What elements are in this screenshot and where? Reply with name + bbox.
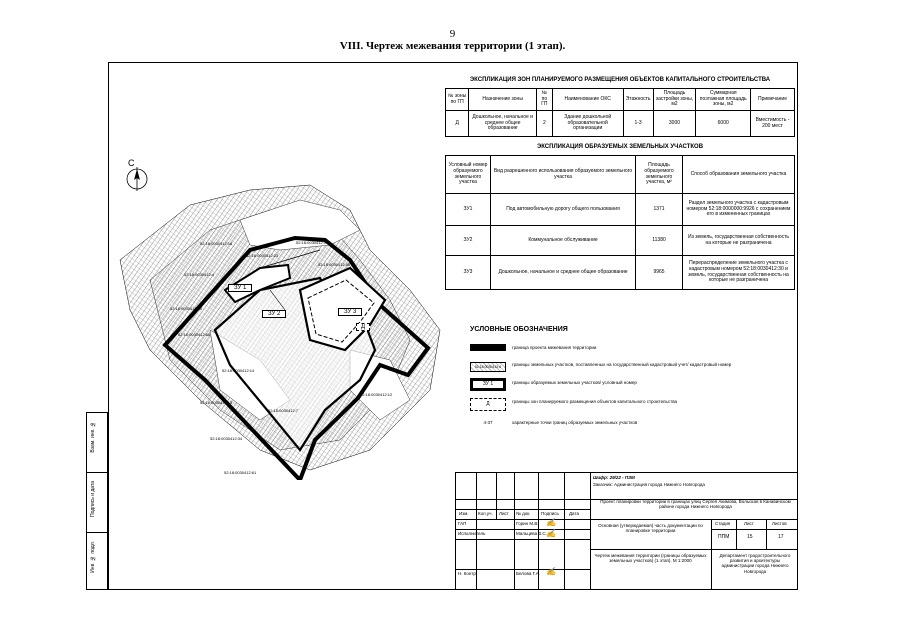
stamp-role: Исполнитель: [458, 531, 486, 536]
table-cell: 1371: [636, 194, 683, 226]
cadastral-label: 52:18:0030412:23: [246, 253, 279, 258]
table-cell: Дошкольное, начальное и среднее общее образование: [469, 111, 537, 137]
table-cell: 11380: [636, 226, 683, 256]
legend-title: УСЛОВНЫЕ ОБОЗНАЧЕНИЯ: [470, 326, 568, 333]
stage-header: Лист: [744, 521, 754, 526]
table-cell: ЗУ3: [446, 256, 491, 290]
legend-symbol: 4-37: [483, 420, 493, 425]
project-code: Шифр: 29/22 - ПЗМ: [593, 475, 635, 480]
table-cell: Под автомобильную дорогу общего пользования: [491, 194, 636, 226]
sheet-title: Чертеж межевания территории (границы образуемых земельных участков) (1 этап). М 1:2000: [594, 553, 707, 564]
stamp-header: Дата: [569, 511, 579, 516]
stamp-header: № док.: [516, 511, 531, 516]
table-header: Вид разрешенного использования образуемого земельного участка: [491, 156, 636, 194]
table-cell: Коммунальное обслуживание: [491, 226, 636, 256]
stamp-person: Белова Г.А.: [516, 571, 540, 576]
project-description: Проект планировки территории в границах улиц Сергея Акимова, Вольская в Канавинском районе города Нижнего Новгорода: [600, 499, 791, 510]
stamp-header: Кол.уч.: [478, 511, 493, 516]
cadastral-label: 52:18:0030412:7: [268, 408, 299, 413]
cadastral-label: 52:18:0030412:66: [170, 306, 203, 311]
side-stamp-label: Взам. инв. №: [90, 421, 96, 453]
cadastral-map: [110, 150, 470, 480]
customer: Заказчик: Администрация города Нижнего Новгорода: [593, 482, 705, 487]
page-number: 9: [449, 28, 456, 40]
table-cell: ЗУ1: [446, 194, 491, 226]
table-cell: Здание дошкольной образовательной организации: [552, 111, 623, 137]
cadastral-label: 52:18:0030412:9: [296, 240, 327, 245]
cadastral-label: 52:18:0030412:14: [222, 368, 255, 373]
table-header: Площадь образуемого земельного участка, м²: [636, 156, 683, 194]
signature-image: ✍: [546, 567, 556, 576]
table-row: [446, 194, 795, 226]
table-header: Суммарная поэтажная площадь зоны, м2: [696, 89, 751, 111]
table-header: Площадь застройки зоны, м2: [653, 89, 696, 111]
stage-header: Листов: [772, 521, 787, 526]
table-cell: Из земель, государственная собственность на которые не разграничена: [683, 226, 795, 256]
table-cell: Дошкольное, начальное и среднее общее образование: [491, 256, 636, 290]
table-header: Условный номер образуемого земельного участка: [446, 156, 491, 194]
stage-value: ППМ: [718, 534, 730, 540]
cadastral-label: 52:18:0030412:18: [200, 241, 233, 246]
table-header: Этажность: [623, 89, 653, 111]
table-cell: Д: [446, 111, 469, 137]
table-cell: 6000: [696, 111, 751, 137]
cadastral-label: 52:18:0030412:68: [178, 332, 211, 337]
zones-table: [445, 88, 795, 137]
table-cell: 9965: [636, 256, 683, 290]
legend-label: границы зон планируемого размещения объектов капитального строительства: [512, 399, 678, 404]
table-cell: Раздел земельного участка с кадастровым номером 52:18:0000000:9926 с сохранением его в измененных границах: [683, 194, 795, 226]
table-header: № по ГП: [536, 89, 552, 111]
signature-image: ✍: [546, 529, 556, 538]
parcel-label: ЗУ 2: [262, 310, 286, 318]
legend-symbol: ЗУ 1: [470, 378, 506, 391]
legend-symbol: [470, 344, 506, 351]
stamp-role: Н. Контр.: [458, 571, 478, 576]
stamp-header: Изм.: [459, 511, 469, 516]
parcel-label: ЗУ 3: [338, 308, 362, 316]
parcels-table: [445, 155, 795, 290]
cadastral-label: 52:18:0030412:15: [200, 400, 233, 405]
table-cell: 2: [536, 111, 552, 137]
legend-symbol: 52:18:0030412:6: [470, 362, 506, 372]
cadastral-label: 52:18:0030412:12: [360, 392, 393, 397]
legend-label: граница проекта межевания территории: [512, 345, 597, 350]
side-stamp-label: Подпись и дата: [90, 481, 96, 517]
stamp-person: Горин М.В.: [516, 521, 539, 526]
cadastral-label: 52:18:0030412:61: [224, 470, 257, 475]
table-cell: Перераспределение земельного участка с кадастровым номером 52:18:0030412:30 и земель, государственная собственность на которые не разграничена: [683, 256, 795, 290]
table-header: Наименование ОКС: [552, 89, 623, 111]
legend-symbol: Д: [470, 398, 506, 411]
table-header: № зоны по ГП: [446, 89, 469, 111]
zones-table-title: ЭКСПЛИКАЦИЯ ЗОН ПЛАНИРУЕМОГО РАЗМЕЩЕНИЯ ОБЪЕКТОВ КАПИТАЛЬНОГО СТРОИТЕЛЬСТВА: [469, 77, 771, 83]
stamp-header: Лист: [499, 511, 509, 516]
stamp-person: Мальцева З.С.: [516, 531, 547, 536]
table-header: Способ образования земельного участка: [683, 156, 795, 194]
page-title: VIII. Чертеж межевания территории (1 этап).: [339, 40, 566, 52]
title-block: [455, 472, 798, 590]
table-cell: Вместимость - 200 мест: [751, 111, 795, 137]
side-stamp-label: Инв. № подл.: [90, 541, 96, 573]
table-row: [446, 111, 795, 137]
zone-label: Д: [356, 323, 370, 331]
cadastral-label: 52:18:0030412:34: [210, 436, 243, 441]
stamp-role: ГАП: [458, 521, 467, 526]
legend-label: границы земельных участков, поставленных на государственный кадастровый учет/ кадастровый номер: [512, 362, 732, 367]
stage-value: 15: [747, 534, 753, 540]
table-cell: 3000: [653, 111, 696, 137]
compass-letter: С: [128, 158, 135, 168]
stamp-header: Подпись: [541, 511, 559, 516]
table-cell: ЗУ2: [446, 226, 491, 256]
cadastral-label: 52:18:0030412:4: [184, 272, 215, 277]
legend-label: границы образуемых земельных участков/ условный номер: [512, 380, 637, 385]
organization: Департамент градостроительного развития и архитектуры администрации города Нижнего Новгорода: [719, 553, 791, 574]
legend-label: характерные точки границ образуемых земельных участков: [512, 420, 638, 425]
table-row: [446, 256, 795, 290]
stage-value: 17: [778, 534, 784, 540]
cadastral-label: 52:18:0030412:56: [318, 262, 351, 267]
part-title: Основная (утверждаемая) часть документации по планировке территории: [598, 523, 703, 534]
parcels-table-title: ЭКСПЛИКАЦИЯ ОБРАЗУЕМЫХ ЗЕМЕЛЬНЫХ УЧАСТКОВ: [536, 144, 704, 150]
table-header: Назначение зоны: [469, 89, 537, 111]
parcel-label: ЗУ 1: [228, 284, 252, 292]
signature-image: ✍: [546, 518, 556, 527]
side-stamp: [86, 412, 108, 590]
table-cell: 1-3: [623, 111, 653, 137]
stage-header: Стадия: [715, 521, 731, 526]
table-header: Примечание: [751, 89, 795, 111]
table-row: [446, 226, 795, 256]
